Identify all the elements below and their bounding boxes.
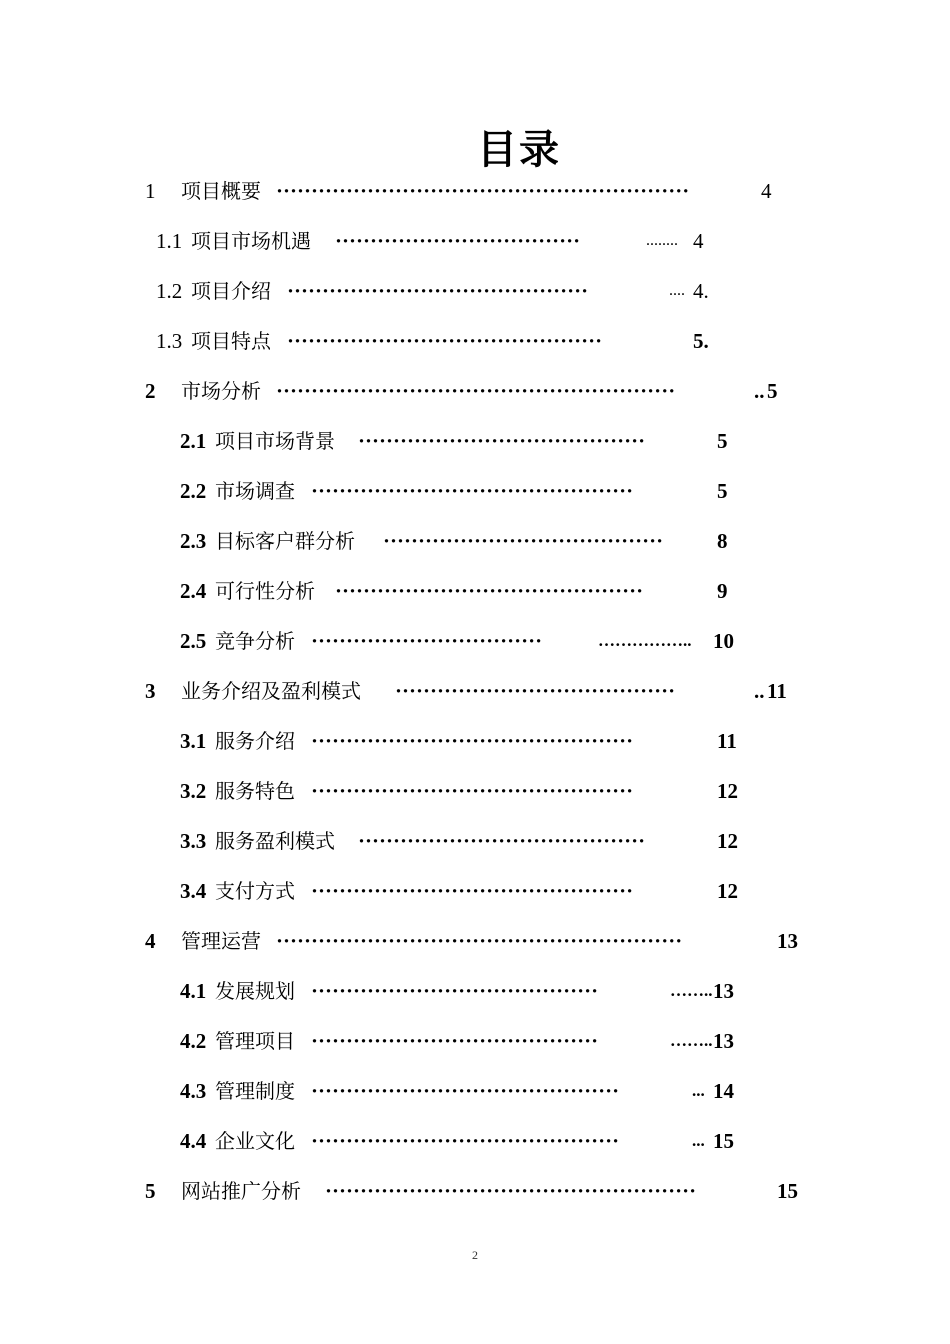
toc-number: 4.4 xyxy=(180,1129,207,1153)
toc-leader: ········································ xyxy=(395,679,676,703)
toc-entry-2-4[interactable] xyxy=(180,576,780,606)
toc-entry-3-3[interactable] xyxy=(180,826,780,856)
toc-page: 15 xyxy=(713,1129,734,1153)
toc-title: 管理制度 xyxy=(215,1079,295,1103)
toc-leader: ·············································· xyxy=(311,729,634,753)
toc-number: 3.2 xyxy=(180,779,207,803)
toc-page: 12 xyxy=(717,779,738,803)
toc-entry-3[interactable] xyxy=(145,676,815,706)
toc-entry-2[interactable] xyxy=(145,376,805,406)
toc-number: 2 xyxy=(145,379,156,403)
toc-page: 13 xyxy=(713,979,734,1003)
toc-leader-suffix: ........ xyxy=(646,232,678,249)
page-title: 目录 xyxy=(477,127,561,173)
toc-title: 企业文化 xyxy=(215,1129,295,1153)
toc-leader: ········································· xyxy=(311,1029,599,1053)
toc-leader: ·························································· xyxy=(276,929,683,953)
toc-leader-suffix: …….. xyxy=(670,981,713,1000)
toc-entry-1-1[interactable] xyxy=(156,226,756,256)
toc-entry-3-4[interactable] xyxy=(180,876,780,906)
toc-title: 服务介绍 xyxy=(215,729,295,753)
toc-leader-suffix: .. xyxy=(754,679,765,703)
toc-number: 2.3 xyxy=(180,529,207,553)
toc-entry-5[interactable] xyxy=(145,1176,825,1206)
toc-entry-1-2[interactable] xyxy=(156,276,756,306)
toc-leader-suffix: .. xyxy=(754,379,765,403)
toc-leader-suffix: …….. xyxy=(670,1031,713,1050)
toc-title: 项目特点 xyxy=(191,329,271,353)
toc-entry-4-2[interactable] xyxy=(180,1026,780,1056)
toc-leader: ·············································· xyxy=(311,779,634,803)
toc-number: 1 xyxy=(145,179,156,203)
toc-number: 3 xyxy=(145,679,156,703)
toc-page: 12 xyxy=(717,879,738,903)
toc-entry-4-4[interactable] xyxy=(180,1126,780,1156)
toc-title: 项目介绍 xyxy=(191,279,271,303)
toc-title: 项目市场背景 xyxy=(215,429,335,453)
toc-leader-suffix: ... xyxy=(692,1081,705,1100)
toc-number: 4 xyxy=(145,929,156,953)
toc-title: 管理运营 xyxy=(181,929,261,953)
toc-leader: ············································ xyxy=(311,1129,620,1153)
toc-entry-4-3[interactable] xyxy=(180,1076,780,1106)
toc-entry-1-3[interactable] xyxy=(156,326,756,356)
toc-number: 5 xyxy=(145,1179,156,1203)
toc-title: 业务介绍及盈利模式 xyxy=(181,679,361,703)
toc-number: 2.2 xyxy=(180,479,207,503)
toc-page: 15 xyxy=(777,1179,798,1203)
toc-leader: ········································· xyxy=(311,979,599,1003)
toc-leader: ··································· xyxy=(335,229,581,253)
toc-page: 5 xyxy=(717,479,728,503)
toc-title: 目标客户群分析 xyxy=(215,529,355,553)
toc-page: 5 xyxy=(717,429,728,453)
toc-leader: ····················································· xyxy=(325,1179,697,1203)
toc-number: 1.1 xyxy=(156,229,183,253)
toc-number: 3.4 xyxy=(180,879,207,903)
toc-number: 3.3 xyxy=(180,829,207,853)
toc-page: 4 xyxy=(761,179,772,203)
toc-page: 8 xyxy=(717,529,728,553)
toc-page: 11 xyxy=(767,679,787,703)
toc-leader: ··························································· xyxy=(276,179,690,203)
toc-leader: ········································· xyxy=(358,429,646,453)
toc-number: 1.2 xyxy=(156,279,183,303)
toc-leader: ·············································· xyxy=(311,879,634,903)
toc-entry-2-5[interactable] xyxy=(180,626,780,656)
toc-title: 市场调查 xyxy=(215,479,295,503)
toc-page: 4 xyxy=(693,229,704,253)
toc-page: 4. xyxy=(693,279,709,303)
toc-leader: ························································· xyxy=(276,379,676,403)
toc-page: 5. xyxy=(693,329,709,353)
toc-page: 13 xyxy=(713,1029,734,1053)
toc-entry-4[interactable] xyxy=(145,926,825,956)
toc-number: 4.1 xyxy=(180,979,207,1003)
toc-leader: ································· xyxy=(311,629,543,653)
toc-title: 市场分析 xyxy=(181,379,261,403)
toc-leader: ············································· xyxy=(287,329,603,353)
toc-entry-2-1[interactable] xyxy=(180,426,780,456)
toc-number: 2.5 xyxy=(180,629,207,653)
toc-page: 12 xyxy=(717,829,738,853)
toc-leader-suffix: …………….. xyxy=(598,631,692,650)
toc-title: 项目概要 xyxy=(181,179,261,203)
toc-leader-suffix: .... xyxy=(669,282,685,299)
toc-entry-4-1[interactable] xyxy=(180,976,780,1006)
toc-leader: ········································ xyxy=(383,529,664,553)
toc-entry-3-2[interactable] xyxy=(180,776,780,806)
toc-page: 13 xyxy=(777,929,798,953)
toc-title: 网站推广分析 xyxy=(181,1179,301,1203)
toc-title: 项目市场机遇 xyxy=(191,229,311,253)
toc-number: 1.3 xyxy=(156,329,183,353)
toc-entry-1[interactable] xyxy=(145,176,785,206)
toc-title: 发展规划 xyxy=(215,979,295,1003)
toc-number: 2.1 xyxy=(180,429,207,453)
toc-entry-2-2[interactable] xyxy=(180,476,780,506)
toc-entry-2-3[interactable] xyxy=(180,526,780,556)
toc-page: 10 xyxy=(713,629,734,653)
toc-number: 3.1 xyxy=(180,729,207,753)
toc-entry-3-1[interactable] xyxy=(180,726,780,756)
toc-leader: ········································· xyxy=(358,829,646,853)
toc-page: 5 xyxy=(767,379,778,403)
toc-leader-suffix: ... xyxy=(692,1131,705,1150)
toc-page: 11 xyxy=(717,729,737,753)
toc-page: 14 xyxy=(713,1079,734,1103)
toc-title: 服务特色 xyxy=(215,779,295,803)
toc-number: 4.2 xyxy=(180,1029,207,1053)
toc-title: 支付方式 xyxy=(215,879,295,903)
toc-number: 2.4 xyxy=(180,579,207,603)
toc-title: 服务盈利模式 xyxy=(215,829,335,853)
toc-title: 管理项目 xyxy=(215,1029,295,1053)
toc-leader: ··········································· xyxy=(287,279,589,303)
toc-leader: ·············································· xyxy=(311,479,634,503)
toc-number: 4.3 xyxy=(180,1079,207,1103)
toc-title: 可行性分析 xyxy=(215,579,315,603)
page-number: 2 xyxy=(472,1248,478,1262)
toc-leader: ············································ xyxy=(311,1079,620,1103)
toc-leader: ············································ xyxy=(335,579,644,603)
toc-title: 竞争分析 xyxy=(215,629,295,653)
toc-page: 9 xyxy=(717,579,728,603)
